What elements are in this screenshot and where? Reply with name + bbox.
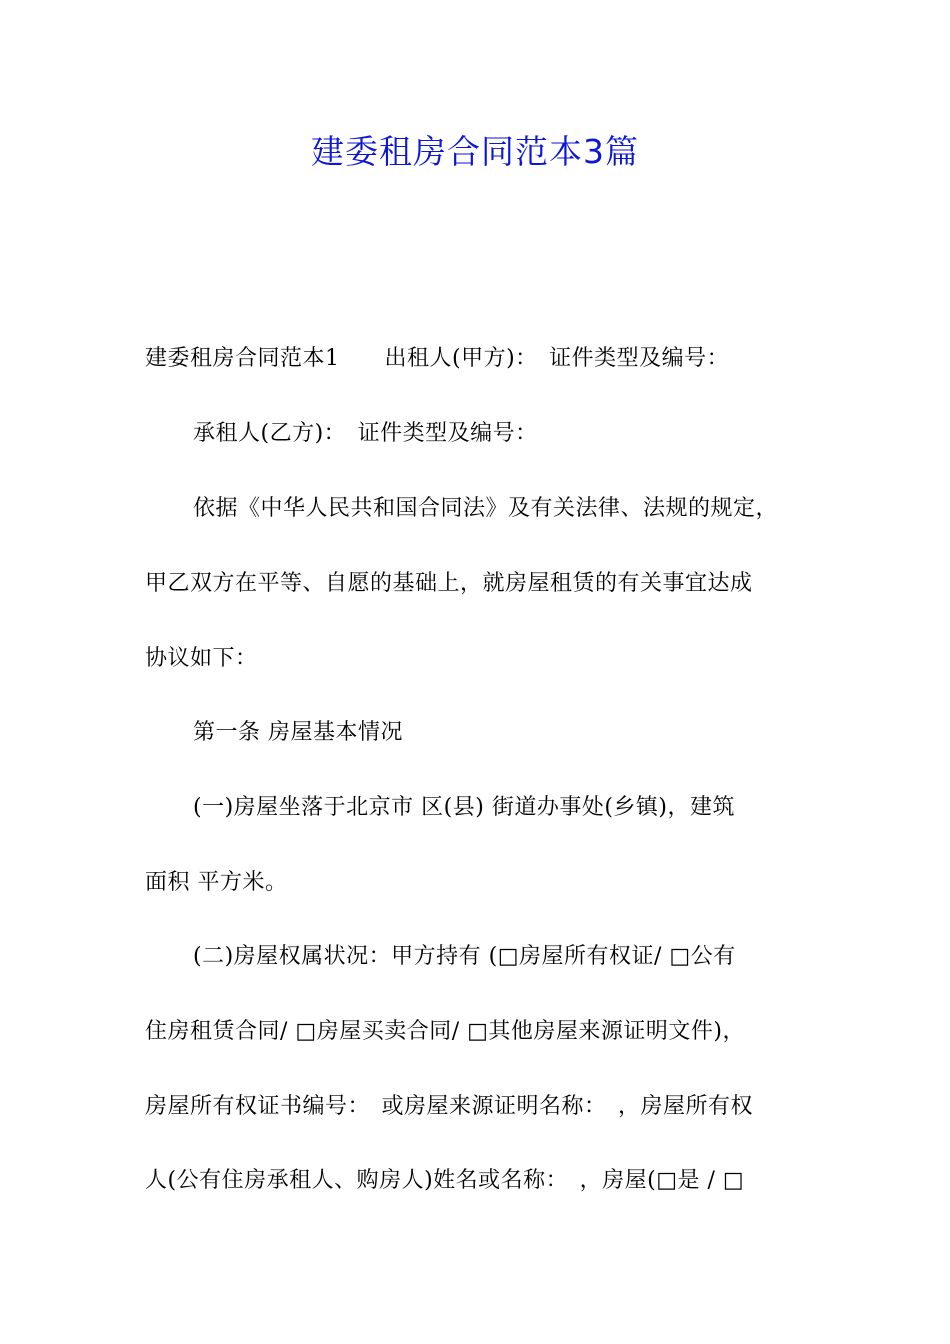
paragraph-line: 建委租房合同范本1 出租人(甲方)： 证件类型及编号： [145, 346, 730, 371]
paragraph-line: 协议如下： [145, 646, 258, 671]
paragraph-line: 依据《中华人民共和国合同法》及有关法律、法规的规定， [193, 496, 779, 521]
section-heading: 第一条 房屋基本情况 [193, 720, 403, 745]
paragraph-line: 甲乙双方在平等、自愿的基础上，就房屋租赁的有关事宜达成 [145, 571, 753, 596]
paragraph-line: 面积 平方米。 [145, 870, 288, 895]
paragraph-line: (一)房屋坐落于北京市 区(县) 街道办事处(乡镇)，建筑 [193, 795, 735, 820]
paragraph-line: 承租人(乙方)： 证件类型及编号： [193, 421, 538, 446]
paragraph-line: 人(公有住房承租人、购房人)姓名或名称： ，房屋(□是 / □ [145, 1168, 745, 1193]
document-title: 建委租房合同范本3篇 [311, 132, 639, 171]
paragraph-line: 房屋所有权证书编号： 或房屋来源证明名称： ，房屋所有权 [145, 1094, 754, 1119]
paragraph-line: 住房租赁合同/ □房屋买卖合同/ □其他房屋来源证明文件)， [145, 1019, 745, 1044]
paragraph-line: (二)房屋权属状况：甲方持有 (□房屋所有权证/ □公有 [193, 944, 736, 969]
